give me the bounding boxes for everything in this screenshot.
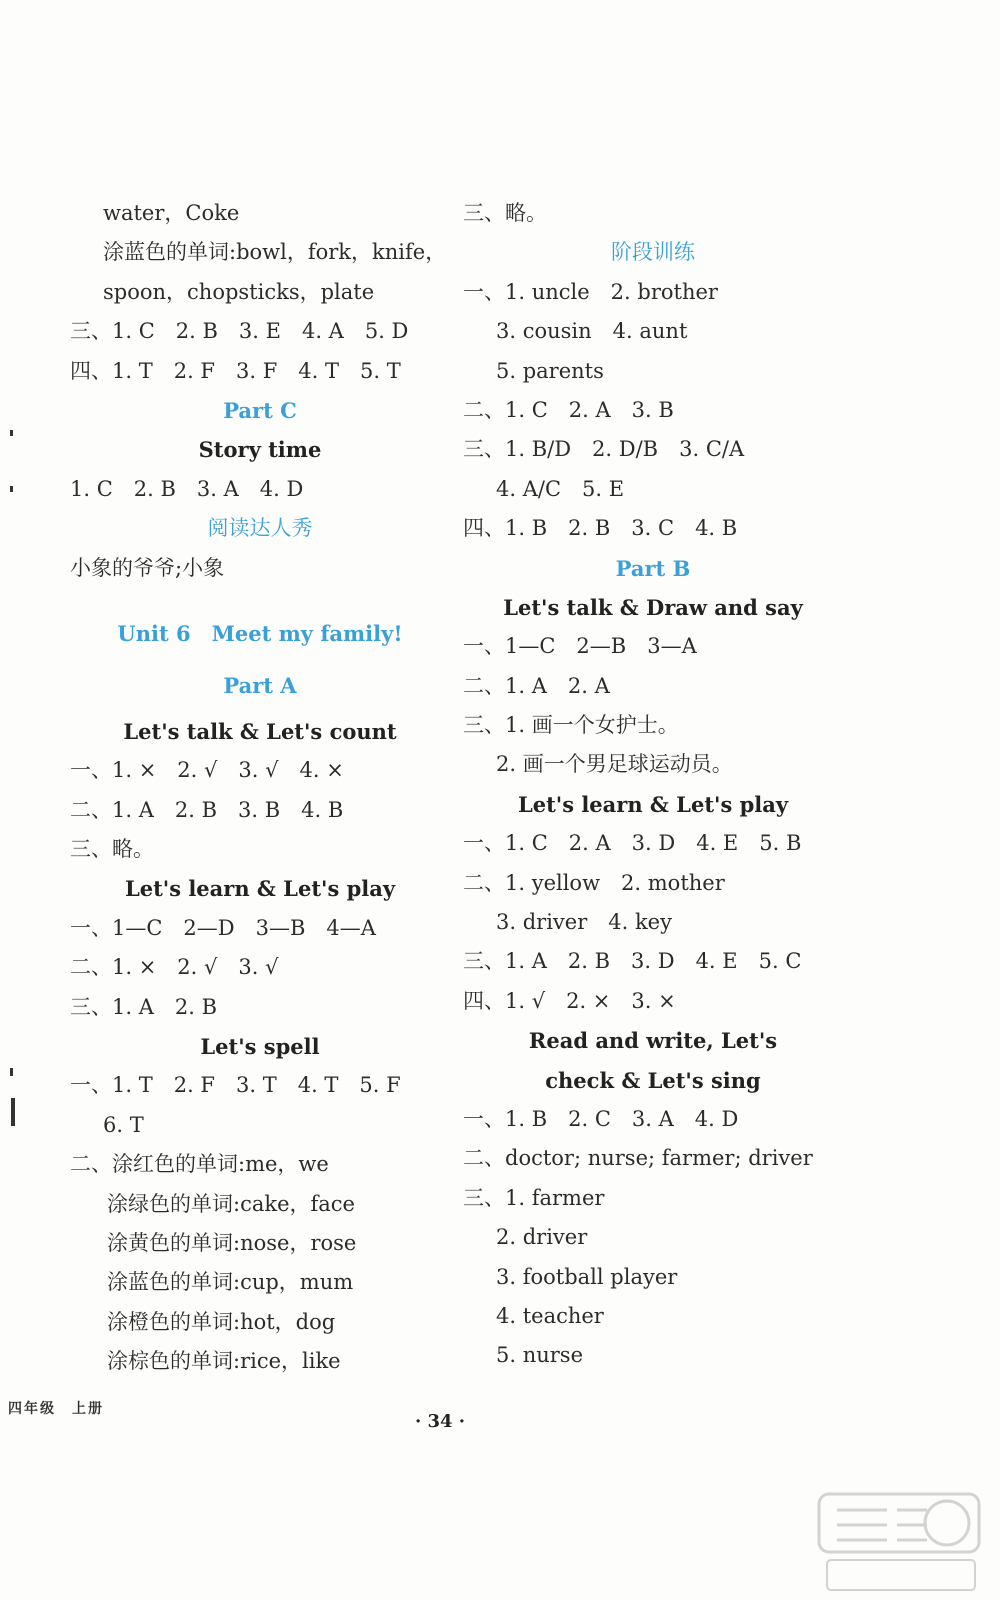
section-heading: Story time xyxy=(198,437,322,463)
margin-mark xyxy=(10,1068,13,1076)
answer-line: 四、1. B 2. B 3. C 4. B xyxy=(463,516,738,541)
section-heading: Part A xyxy=(223,672,297,698)
answer-line: 3. cousin 4. aunt xyxy=(496,319,688,344)
answer-line: 涂蓝色的单词:cup，mum xyxy=(107,1270,354,1295)
answer-line: 6. T xyxy=(103,1112,144,1137)
answer-line: spoon，chopsticks，plate xyxy=(103,279,375,304)
answer-line: 涂棕色的单词:rice，like xyxy=(107,1349,341,1374)
answer-line: 二、1. yellow 2. mother xyxy=(463,870,725,895)
answer-line: 二、1. A 2. B 3. B 4. B xyxy=(70,797,344,822)
answer-line: 涂绿色的单词:cake，face xyxy=(107,1191,355,1216)
margin-mark xyxy=(10,430,13,436)
answer-line: 二、1. C 2. A 3. B xyxy=(463,397,674,422)
answer-line: 涂蓝色的单词:bowl，fork，knife， xyxy=(103,240,447,265)
answer-line: 一、1. × 2. √ 3. √ 4. × xyxy=(70,758,344,783)
answer-line: 5. nurse xyxy=(496,1343,584,1368)
answer-line: 三、1. A 2. B xyxy=(70,994,218,1019)
section-heading: Part C xyxy=(223,397,297,423)
answer-line: 一、1. T 2. F 3. T 4. T 5. F xyxy=(70,1073,401,1098)
left-answer-column xyxy=(70,194,450,1382)
margin-mark xyxy=(10,486,13,492)
answer-line: 小象的爷爷;小象 xyxy=(70,555,225,580)
answer-line: 二、涂红色的单词:me，we xyxy=(70,1152,329,1177)
spacer xyxy=(70,588,450,608)
answer-line: 4. teacher xyxy=(496,1303,604,1328)
answer-line: 三、略。 xyxy=(70,837,154,862)
answer-line: 3. driver 4. key xyxy=(496,910,672,935)
answer-line: 5. parents xyxy=(496,358,604,383)
margin-mark xyxy=(11,1098,15,1126)
section-heading: Let's learn & Let's play xyxy=(517,791,789,817)
answer-line: 二、doctor; nurse; farmer; driver xyxy=(463,1146,813,1171)
answer-line: 三、1. A 2. B 3. D 4. E 5. C xyxy=(463,949,802,974)
section-heading: check & Let's sing xyxy=(545,1067,761,1093)
section-heading: Let's talk & Draw and say xyxy=(503,594,803,620)
answer-line: 一、1—C 2—B 3—A xyxy=(463,634,697,659)
answer-line: 一、1. B 2. C 3. A 4. D xyxy=(463,1106,739,1131)
section-heading: Part B xyxy=(615,555,691,581)
right-answer-column xyxy=(463,194,843,1376)
answer-line: 四、1. √ 2. × 3. × xyxy=(463,988,676,1013)
section-heading: Read and write, Let's xyxy=(528,1028,778,1054)
section-heading: Let's talk & Let's count xyxy=(123,718,397,744)
section-heading: Let's learn & Let's play xyxy=(124,876,396,902)
answer-line: 一、1. uncle 2. brother xyxy=(463,279,718,304)
answer-line: 二、1. A 2. A xyxy=(463,673,610,698)
section-heading: 阶段训练 xyxy=(611,240,695,265)
grade-volume-label: 四年级 上册 xyxy=(8,1401,104,1417)
answer-line: 三、1. C 2. B 3. E 4. A 5. D xyxy=(70,319,409,344)
watermark-logo xyxy=(817,1490,982,1595)
section-heading: 阅读达人秀 xyxy=(207,516,313,541)
answer-line: 三、1. farmer xyxy=(463,1185,605,1210)
answer-line: 2. 画一个男足球运动员。 xyxy=(496,752,733,777)
section-heading: Unit 6 Meet my family! xyxy=(117,620,403,646)
answer-line: 4. A/C 5. E xyxy=(496,476,625,501)
answer-line: 2. driver xyxy=(496,1225,588,1250)
answer-line: 二、1. × 2. √ 3. √ xyxy=(70,955,279,980)
answer-line: 三、1. 画一个女护士。 xyxy=(463,713,679,738)
section-heading: Let's spell xyxy=(200,1034,320,1060)
answer-line: 涂黄色的单词:nose，rose xyxy=(107,1230,357,1255)
answer-line: water，Coke xyxy=(103,201,240,225)
answer-line: 涂橙色的单词:hot，dog xyxy=(107,1309,336,1334)
answer-line: 一、1—C 2—D 3—B 4—A xyxy=(70,915,376,940)
answer-line: 1. C 2. B 3. A 4. D xyxy=(70,476,304,501)
page-number: · 34 · xyxy=(414,1411,466,1432)
answer-line: 一、1. C 2. A 3. D 4. E 5. B xyxy=(463,831,802,856)
answer-line: 三、1. B/D 2. D/B 3. C/A xyxy=(463,437,745,462)
answer-line: 三、略。 xyxy=(463,201,547,225)
answer-line: 3. football player xyxy=(496,1264,678,1289)
answer-line: 四、1. T 2. F 3. F 4. T 5. T xyxy=(70,358,401,383)
